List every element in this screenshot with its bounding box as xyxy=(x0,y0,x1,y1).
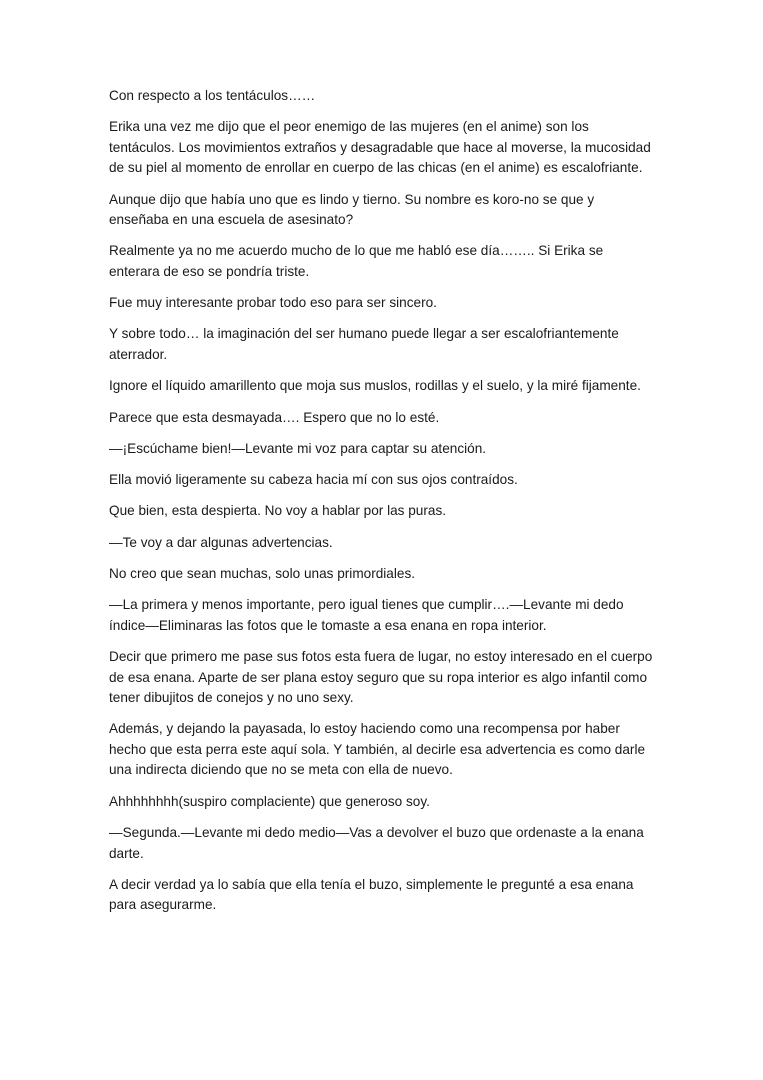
dialogue-paragraph: —Te voy a dar algunas advertencias. xyxy=(109,534,333,550)
dialogue-paragraph: —La primera y menos importante, pero igual tienes que cumplir….—Levante mi dedo índice—Eliminaras las fotos que le tomaste a esa enana en ropa interior. xyxy=(109,597,624,633)
paragraph: Ahhhhhhhh(suspiro complaciente) que generoso soy. xyxy=(109,793,430,809)
paragraph: Ella movió ligeramente su cabeza hacia mí con sus ojos contraídos. xyxy=(109,472,518,488)
paragraph: A decir verdad ya lo sabía que ella tenía el buzo, simplemente le pregunté a esa enana para asegurarme. xyxy=(109,876,634,913)
paragraph: Ignore el líquido amarillento que moja sus muslos, rodillas y el suelo, y la miré fijamente. xyxy=(109,378,641,394)
dialogue-paragraph: —Segunda.—Levante mi dedo medio—Vas a devolver el buzo que ordenaste a la enana darte. xyxy=(109,825,644,861)
dialogue-paragraph: —¡Escúchame bien!—Levante mi voz para captar su atención. xyxy=(109,440,487,456)
document-body xyxy=(109,86,657,927)
paragraph: Y sobre todo… la imaginación del ser humano puede llegar a ser escalofriantemente aterrador. xyxy=(109,326,619,362)
paragraph: Que bien, esta despierta. No voy a hablar por las puras. xyxy=(109,503,447,519)
paragraph: Erika una vez me dijo que el peor enemigo de las mujeres (en el anime) son los tentáculos. Los movimientos extraños y desagradable que hace al moverse, la mucosidad de su piel al momento de enrollar en cuerpo de las chicas (en el anime) es escalofriante. xyxy=(109,119,651,176)
paragraph: Parece que esta desmayada…. Espero que no lo esté. xyxy=(109,409,440,425)
paragraph: Además, y dejando la payasada, lo estoy haciendo como una recompensa por haber hecho que esta perra este aquí sola. Y también, al decirle esa advertencia es como darle una indirecta diciendo que no se meta con ella de nuevo. xyxy=(109,721,646,778)
paragraph: No creo que sean muchas, solo unas primordiales. xyxy=(109,566,416,582)
paragraph: Aunque dijo que había uno que es lindo y tierno. Su nombre es koro-no se que y enseñaba en una escuela de asesinato? xyxy=(109,191,595,228)
paragraph: Decir que primero me pase sus fotos esta fuera de lugar, no estoy interesado en el cuerpo de esa enana. Aparte de ser plana estoy seguro que su ropa interior es algo infantil como tener dibujitos de conejos y no uno sexy. xyxy=(109,649,653,706)
paragraph: Con respecto a los tentáculos…… xyxy=(109,88,316,103)
paragraph: Realmente ya no me acuerdo mucho de lo que me habló ese día…….. Si Erika se enterara de eso se pondría triste. xyxy=(109,243,604,279)
paragraph: Fue muy interesante probar todo eso para ser sincero. xyxy=(109,295,437,311)
